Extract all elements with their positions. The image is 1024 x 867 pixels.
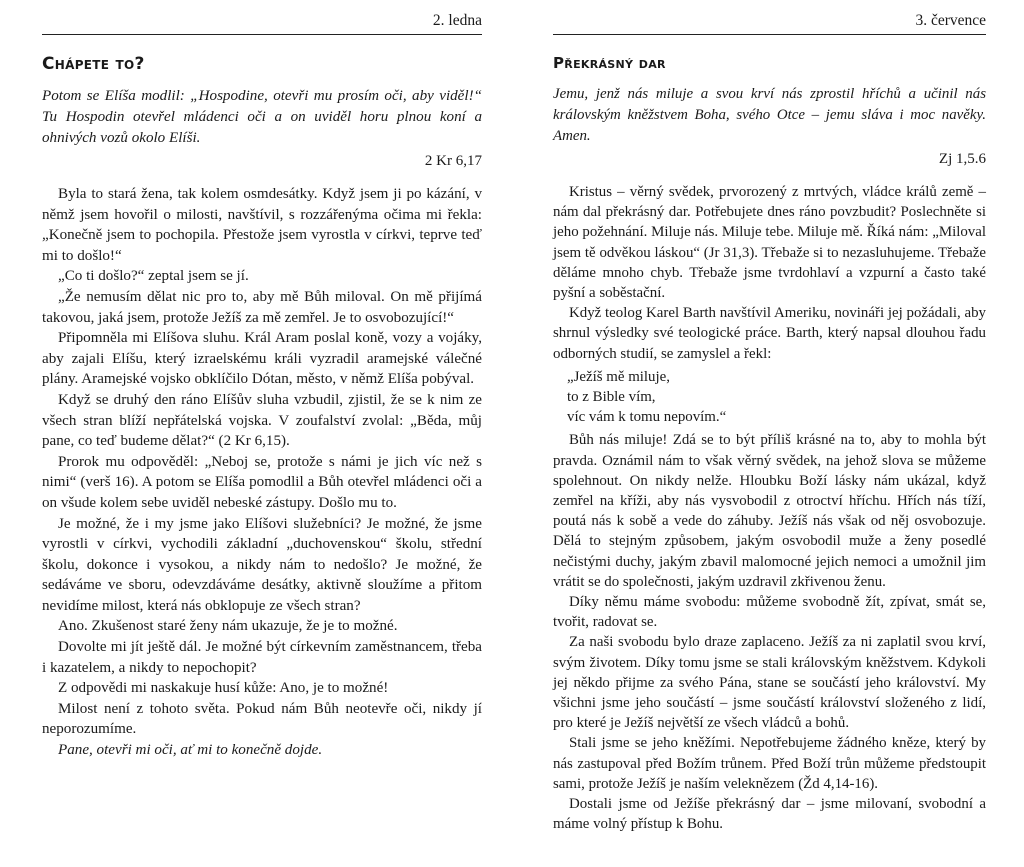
poem-line: to z Bible vím, [567, 389, 656, 406]
scripture-verse: Jemu, jenž nás miluje a svou krví nás zprostil hříchů a učinil nás královským kněžstvem Boha, svého Otce – jemu sláva i moc navěky. Amen. [553, 86, 986, 144]
paragraph: Milost není z tohoto světa. Pokud nám Bůh neotevře oči, nikdy jí neporozumíme. [42, 700, 482, 738]
scripture-reference: Zj 1,5.6 [938, 151, 986, 167]
paragraph: Byla to stará žena, tak kolem osmdesátky. Když jsem ji po kázání, v němž jsem hovořil o milosti, navštívil, s rozzářenýma očima mi řekla: „Konečně jsem to pochopila. Přestože jsem vyrostla v církvi, teprve teď mi to došlo!“ [42, 186, 482, 264]
right-page [553, 0, 986, 835]
paragraph: Z odpovědi mi naskakuje husí kůže: Ano, je to možné! [58, 680, 389, 697]
header-rule [553, 34, 986, 35]
paragraph: Za naši svobodu bylo draze zaplaceno. Ježíš za ni zaplatil svou krví, svým životem. Díky tomu jsme se stali královským kněžstvem. Kdykoli jej někdo přijme za svého Pána, stane se součástí jeho království. My všichni jsme jeho součástí – jsme součástí království složeného z lidí, pro které je Ježíš největší ze všech vládců a bohů. [553, 634, 986, 732]
paragraph: Dostali jsme od Ježíše překrásný dar – jsme milovaní, svobodní a máme volný přístup k Bohu. [553, 796, 986, 833]
paragraph: Připomněla mi Elíšova sluhu. Král Aram poslal koně, vozy a vojáky, aby zajali Elíšu, který izraelskému králi vyzradil aramejské válečné plány. Aramejské vojsko obklíčilo Dótan, město, v němž Elíša pobýval. [42, 330, 482, 388]
devotion-body [553, 182, 986, 835]
paragraph: „Co ti došlo?“ zeptal jsem se jí. [58, 268, 249, 285]
paragraph: Kristus – věrný svědek, prvorozený z mrtvých, vládce králů země – nám dal překrásný dar. Potřebujete dnes ráno povzbudit? Poslechněte si jeho požehnání. Miluje nás. Miluje tebe. Miluje mě. Říká nám: „Miloval jsem tě odvěkou láskou“ (Jr 31,3). Třebaže si to nezasluhujeme. Třebaže děláme mnoho chyb. Třebaže jsme tvrdohlaví a vzpurní a často také pyšní a soběstační. [553, 184, 986, 302]
poem-line: „Ježíš mě miluje, [567, 368, 670, 385]
paragraph: Ano. Zkušenost staré ženy nám ukazuje, že je to možné. [58, 618, 398, 635]
page-date: 3. července [915, 12, 986, 29]
devotion-title: Chápete to? [42, 54, 145, 74]
scripture-verse: Potom se Elíša modlil: „Hospodine, otevři mu prosím oči, aby viděl!“ Tu Hospodin otevřel mládenci oči a on uviděl horu plnou koní a ohnivých vozů okolo Elíši. [42, 88, 482, 146]
paragraph: Když teolog Karel Barth navštívil Ameriku, novináři jej požádali, aby shrnul výsledky své teologické práce. Barth, který napsal dlouhou řadu odborných studií, se zamyslel a řekl: [553, 305, 986, 362]
devotion-title: Překrásný dar [553, 54, 666, 72]
paragraph: Bůh nás miluje! Zdá se to být příliš krásné na to, aby to mohla být pravda. Oznámil nám to však věrný svědek, na jehož slova se můžeme spolehnout. On nikdy nelže. Hloubku Boží lásky nám ukázal, když zemřel na kříži, aby nás vysvobodil z otroctví hříchu. Hřích nás tíží, poutá nás k sobě a vede do záhuby. Ježíš nás však od něj osvobozuje. Dělá to stejným způsobem, jakým osvobodil muže a ženy posedlé nečistými duchy, jakým zbavil malomocné jejich nemoci a umožnil jim vrátit se do společnosti, jakým uzdravil zkřivenou ženu. [553, 432, 986, 590]
paragraph: Dovolte mi jít ještě dál. Je možné být církevním zaměstnancem, třeba i kazatelem, a nikdy to nepochopit? [42, 639, 482, 676]
left-page [42, 0, 482, 761]
quoted-poem [567, 367, 986, 428]
poem-line: víc vám k tomu nepovím.“ [567, 409, 727, 426]
paragraph: Je možné, že i my jsme jako Elíšovi služebníci? Je možné, že jsme vyrostli v církvi, vychodili základní „duchovenskou“ školu, střední školu, dokonce i vysokou, a nikdy nám to nedošlo? Je možné, že sedáváme ve sboru, odevzdáváme desátky, aktivně sloužíme a přitom nevidíme milost, která nás obklopuje ze všech stran? [42, 515, 482, 614]
closing-prayer: Pane, otevři mi oči, ať mi to konečně dojde. [58, 742, 323, 759]
paragraph: Když se druhý den ráno Elíšův sluha vzbudil, zjistil, že se k nim ze všech stran blíží nepřátelská vojska. V zoufalství zvolal: „Běda, můj pane, co teď budeme dělat?“ (2 Kr 6,15). [42, 391, 482, 450]
devotion-body [42, 184, 482, 761]
page-date: 2. ledna [432, 12, 482, 29]
paragraph: „Že nemusím dělat nic pro to, aby mě Bůh miloval. On mě přijímá takovou, jaká jsem, protože Ježíš za mě zemřel. Je to osvobozující!“ [42, 288, 482, 326]
header-rule [42, 34, 482, 35]
paragraph: Prorok mu odpověděl: „Neboj se, protože s námi je jich víc než s nimi“ (verš 16). A potom se Elíša pomodlil a Bůh otevřel mládenci oči a on všude kolem sebe uviděl nebeské zástupy. Došlo mu to. [42, 453, 482, 511]
paragraph: Stali jsme se jeho kněžími. Nepotřebujeme žádného kněze, který by nás zastupoval před Božím trůnem. Před Boží trůn můžeme předstoupit sami, protože Ježíš je naším veleknězem (Žd 4,14-16). [553, 735, 986, 792]
paragraph: Díky němu máme svobodu: můžeme svobodně žít, zpívat, smát se, tvořit, radovat se. [553, 594, 986, 631]
scripture-reference: 2 Kr 6,17 [424, 153, 482, 169]
